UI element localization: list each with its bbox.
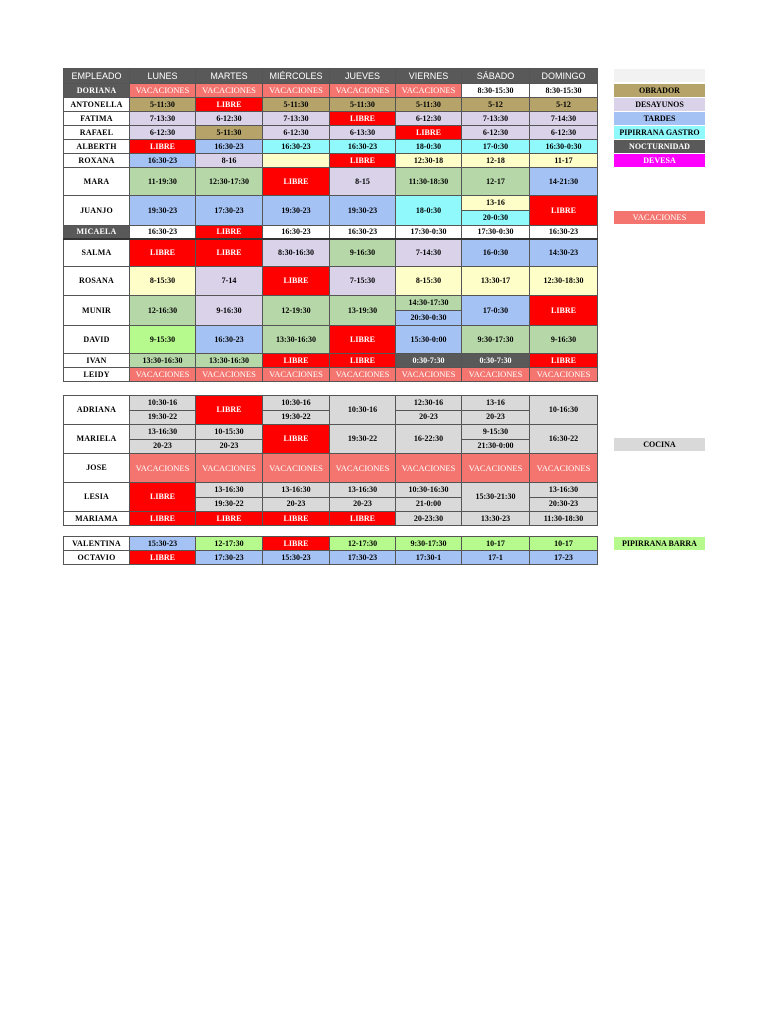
- split-shift-cell: [462, 196, 530, 226]
- shift-cell: VACACIONES: [130, 368, 196, 382]
- split-shift-cell: [396, 296, 462, 326]
- shift-cell: 12-18: [462, 154, 530, 168]
- shift-cell: 12-17: [462, 168, 530, 196]
- shift-cell: 9-16:30: [196, 296, 263, 326]
- shift-cell: 6-12:30: [462, 126, 530, 140]
- employee-row: [64, 368, 598, 382]
- shift-cell: 8-15:30: [396, 267, 462, 296]
- shift-cell: 13:30-17: [462, 267, 530, 296]
- shift-cell: LIBRE: [196, 396, 263, 425]
- shift-part: 13-16: [462, 196, 529, 210]
- shift-cell: 16:30-23: [130, 154, 196, 168]
- shift-cell: 8:30-15:30: [462, 84, 530, 98]
- split-shift-cell: [196, 425, 263, 454]
- employee-row: [64, 296, 598, 326]
- legend-nocturnidad: NOCTURNIDAD: [614, 140, 705, 153]
- employee-row: [64, 84, 598, 98]
- legend-devesa: DEVESA: [614, 154, 705, 167]
- shift-cell: 16:30-23: [330, 226, 396, 239]
- employee-row: [64, 226, 598, 239]
- shift-cell: VACACIONES: [263, 84, 330, 98]
- shift-cell: 14:30-23: [530, 239, 598, 267]
- header-row: [64, 69, 598, 84]
- shift-part: 19:30-22: [130, 410, 195, 425]
- shift-cell: LIBRE: [130, 551, 196, 565]
- shift-cell: 17-1: [462, 551, 530, 565]
- shift-cell: LIBRE: [196, 98, 263, 112]
- header-wednesday: MIÉRCOLES: [263, 69, 330, 84]
- legend-obrador: OBRADOR: [614, 84, 705, 97]
- shift-cell: 6-12:30: [196, 112, 263, 126]
- shift-cell: 10-17: [462, 537, 530, 551]
- shift-cell: 12:30-18: [396, 154, 462, 168]
- shift-cell: 17:30-1: [396, 551, 462, 565]
- split-shift-cell: [263, 483, 330, 512]
- shift-cell: 16:30-23: [263, 140, 330, 154]
- shift-cell: 8:30-16:30: [263, 239, 330, 267]
- split-shift-cell: [530, 483, 598, 512]
- shift-cell: VACACIONES: [330, 368, 396, 382]
- shift-part: 12:30-16: [413, 397, 444, 407]
- shift-cell: VACACIONES: [530, 368, 598, 382]
- shift-cell: 5-11:30: [196, 126, 263, 140]
- schedule-table-main: [63, 68, 598, 382]
- split-shift-cell: [462, 425, 530, 454]
- shift-part: 13-16: [486, 397, 505, 407]
- shift-cell: LIBRE: [396, 126, 462, 140]
- shift-cell: 16:30-23: [530, 226, 598, 239]
- shift-part: 9-15:30: [482, 426, 509, 436]
- shift-cell: 19:30-23: [330, 196, 396, 226]
- legend-pipirrana-gastro: PIPIRRANA GASTRO: [614, 126, 705, 139]
- shift-cell: [263, 154, 330, 168]
- shift-cell: 5-12: [462, 98, 530, 112]
- shift-cell: 5-11:30: [330, 98, 396, 112]
- shift-part: 20-0:30: [462, 210, 529, 225]
- shift-cell: 16:30-0:30: [530, 140, 598, 154]
- shift-cell: VACACIONES: [462, 368, 530, 382]
- shift-cell: 9:30-17:30: [462, 326, 530, 354]
- shift-cell: 12-16:30: [130, 296, 196, 326]
- employee-name: ALBERTH: [64, 140, 130, 154]
- shift-part: 20:30-23: [530, 497, 597, 512]
- shift-cell: 7-15:30: [330, 267, 396, 296]
- split-shift-cell: [196, 483, 263, 512]
- split-shift-cell: [396, 396, 462, 425]
- employee-name: MARIAMA: [64, 512, 130, 526]
- split-shift-cell: [263, 396, 330, 425]
- shift-part: 21-0:00: [396, 497, 461, 512]
- employee-name: ADRIANA: [64, 396, 130, 425]
- legend-blank: [614, 69, 705, 82]
- header-sunday: DOMINGO: [530, 69, 598, 84]
- shift-cell: LIBRE: [130, 239, 196, 267]
- shift-part: 14:30-17:30: [396, 296, 461, 310]
- header-employee: EMPLEADO: [64, 69, 130, 84]
- legend-cocina: COCINA: [614, 438, 705, 451]
- shift-cell: 6-12:30: [396, 112, 462, 126]
- shift-cell: 13:30-16:30: [263, 326, 330, 354]
- shift-cell: 19:30-22: [330, 425, 396, 454]
- shift-cell: 15:30-0:00: [396, 326, 462, 354]
- shift-part: 13-16:30: [147, 426, 178, 436]
- shift-cell: 10:30-16: [330, 396, 396, 425]
- shift-cell: 16:30-22: [530, 425, 598, 454]
- shift-cell: 16:30-23: [263, 226, 330, 239]
- shift-cell: 9-16:30: [530, 326, 598, 354]
- shift-cell: 14-21:30: [530, 168, 598, 196]
- shift-cell: VACACIONES: [130, 84, 196, 98]
- shift-cell: 17:30-23: [196, 196, 263, 226]
- shift-cell: 16-22:30: [396, 425, 462, 454]
- header-saturday: SÁBADO: [462, 69, 530, 84]
- shift-cell: 8-15:30: [130, 267, 196, 296]
- shift-cell: 19:30-23: [263, 196, 330, 226]
- header-monday: LUNES: [130, 69, 196, 84]
- shift-cell: 10-16:30: [530, 396, 598, 425]
- shift-cell: VACACIONES: [530, 454, 598, 483]
- shift-cell: LIBRE: [263, 168, 330, 196]
- employee-row: [64, 140, 598, 154]
- shift-cell: 11-17: [530, 154, 598, 168]
- shift-cell: 20-23:30: [396, 512, 462, 526]
- employee-name: SALMA: [64, 239, 130, 267]
- shift-cell: 6-12:30: [130, 126, 196, 140]
- shift-cell: 16:30-23: [196, 140, 263, 154]
- shift-cell: LIBRE: [330, 326, 396, 354]
- employee-name: MARA: [64, 168, 130, 196]
- shift-cell: 10-17: [530, 537, 598, 551]
- shift-cell: LIBRE: [530, 196, 598, 226]
- shift-cell: LIBRE: [330, 354, 396, 368]
- employee-name: ANTONELLA: [64, 98, 130, 112]
- shift-cell: 0:30-7:30: [462, 354, 530, 368]
- shift-cell: 8-15: [330, 168, 396, 196]
- shift-cell: 11-19:30: [130, 168, 196, 196]
- employee-row: [64, 396, 598, 425]
- shift-cell: 11:30-18:30: [396, 168, 462, 196]
- employee-name: MICAELA: [64, 226, 130, 239]
- shift-cell: 9-15:30: [130, 326, 196, 354]
- employee-row: [64, 239, 598, 267]
- shift-part: 13-16:30: [281, 484, 311, 494]
- shift-cell: 9:30-17:30: [396, 537, 462, 551]
- shift-part: 20-23: [263, 497, 329, 512]
- shift-cell: 17-0:30: [462, 296, 530, 326]
- employee-name: MARIELA: [64, 425, 130, 454]
- shift-part: 10-15:30: [214, 426, 244, 436]
- split-shift-cell: [462, 396, 530, 425]
- shift-cell: VACACIONES: [130, 454, 196, 483]
- employee-row: [64, 454, 598, 483]
- legend-vacaciones: VACACIONES: [614, 211, 705, 224]
- shift-cell: LIBRE: [330, 512, 396, 526]
- shift-cell: LIBRE: [130, 512, 196, 526]
- shift-cell: VACACIONES: [263, 368, 330, 382]
- shift-cell: 5-11:30: [396, 98, 462, 112]
- shift-cell: 6-13:30: [330, 126, 396, 140]
- split-shift-cell: [130, 425, 196, 454]
- shift-cell: 13:30-16:30: [130, 354, 196, 368]
- employee-name: IVAN: [64, 354, 130, 368]
- shift-part: 10:30-16:30: [408, 484, 449, 494]
- employee-name: DORIANA: [64, 84, 130, 98]
- employee-name: JOSE: [64, 454, 130, 483]
- shift-cell: 15:30-21:30: [462, 483, 530, 512]
- shift-cell: 18-0:30: [396, 140, 462, 154]
- shift-cell: 8-16: [196, 154, 263, 168]
- employee-row: [64, 267, 598, 296]
- shift-cell: 16:30-23: [130, 226, 196, 239]
- shift-cell: VACACIONES: [196, 368, 263, 382]
- shift-cell: 17:30-0:30: [462, 226, 530, 239]
- shift-cell: 7-14: [196, 267, 263, 296]
- shift-cell: 8:30-15:30: [530, 84, 598, 98]
- shift-cell: LIBRE: [130, 140, 196, 154]
- shift-cell: 12:30-18:30: [530, 267, 598, 296]
- shift-part: 20-23: [462, 410, 529, 425]
- schedule-table-bar: [63, 536, 598, 565]
- split-shift-cell: [330, 483, 396, 512]
- schedule-table-kitchen: [63, 395, 598, 526]
- shift-cell: 15:30-23: [263, 551, 330, 565]
- shift-part: 10:30-16: [147, 397, 178, 407]
- employee-row: [64, 168, 598, 196]
- shift-cell: VACACIONES: [196, 454, 263, 483]
- employee-row: [64, 126, 598, 140]
- legend-desayunos: DESAYUNOS: [614, 98, 705, 111]
- employee-name: LESIA: [64, 483, 130, 512]
- shift-cell: LIBRE: [330, 112, 396, 126]
- shift-part: 13-16:30: [347, 484, 378, 494]
- shift-cell: 16-0:30: [462, 239, 530, 267]
- employee-row: [64, 512, 598, 526]
- employee-row: [64, 98, 598, 112]
- shift-cell: LIBRE: [263, 267, 330, 296]
- employee-row: [64, 425, 598, 454]
- shift-cell: VACACIONES: [396, 368, 462, 382]
- split-shift-cell: [396, 483, 462, 512]
- shift-cell: VACACIONES: [263, 454, 330, 483]
- shift-cell: 7-14:30: [530, 112, 598, 126]
- employee-name: FATIMA: [64, 112, 130, 126]
- shift-cell: 9-16:30: [330, 239, 396, 267]
- employee-row: [64, 196, 598, 226]
- shift-cell: 12-19:30: [263, 296, 330, 326]
- shift-cell: 18-0:30: [396, 196, 462, 226]
- header-friday: VIERNES: [396, 69, 462, 84]
- shift-cell: 12:30-17:30: [196, 168, 263, 196]
- shift-part: 10:30-16: [281, 397, 311, 407]
- employee-row: [64, 537, 598, 551]
- shift-cell: 17:30-23: [196, 551, 263, 565]
- shift-cell: 17:30-23: [330, 551, 396, 565]
- employee-row: [64, 326, 598, 354]
- employee-name: OCTAVIO: [64, 551, 130, 565]
- shift-cell: 15:30-23: [130, 537, 196, 551]
- shift-cell: LIBRE: [330, 154, 396, 168]
- shift-cell: 6-12:30: [263, 126, 330, 140]
- shift-cell: 0:30-7:30: [396, 354, 462, 368]
- shift-cell: LIBRE: [196, 226, 263, 239]
- employee-name: LEIDY: [64, 368, 130, 382]
- shift-cell: 12-17:30: [196, 537, 263, 551]
- shift-cell: 11:30-18:30: [530, 512, 598, 526]
- shift-cell: LIBRE: [196, 512, 263, 526]
- legend-pipirrana-barra: PIPIRRANA BARRA: [614, 537, 705, 550]
- shift-cell: 13:30-16:30: [196, 354, 263, 368]
- header-tuesday: MARTES: [196, 69, 263, 84]
- shift-part: 13-16:30: [214, 484, 244, 494]
- employee-row: [64, 354, 598, 368]
- split-shift-cell: [130, 396, 196, 425]
- shift-part: 20-23: [130, 439, 195, 454]
- shift-cell: LIBRE: [263, 425, 330, 454]
- shift-cell: 12-17:30: [330, 537, 396, 551]
- employee-row: [64, 112, 598, 126]
- employee-name: ROXANA: [64, 154, 130, 168]
- shift-cell: LIBRE: [263, 512, 330, 526]
- shift-part: 20-23: [396, 410, 461, 425]
- shift-cell: VACACIONES: [396, 84, 462, 98]
- shift-cell: 16:30-23: [196, 326, 263, 354]
- shift-cell: 6-12:30: [530, 126, 598, 140]
- employee-name: JUANJO: [64, 196, 130, 226]
- employee-row: [64, 154, 598, 168]
- shift-part: 20:30-0:30: [396, 310, 461, 325]
- shift-cell: LIBRE: [530, 354, 598, 368]
- legend-tardes: TARDES: [614, 112, 705, 125]
- shift-cell: 5-11:30: [130, 98, 196, 112]
- shift-part: 20-23: [196, 439, 262, 454]
- shift-cell: 7-13:30: [263, 112, 330, 126]
- shift-cell: LIBRE: [530, 296, 598, 326]
- shift-cell: VACACIONES: [396, 454, 462, 483]
- shift-cell: 13-19:30: [330, 296, 396, 326]
- shift-cell: 17-0:30: [462, 140, 530, 154]
- employee-row: [64, 551, 598, 565]
- shift-cell: LIBRE: [263, 354, 330, 368]
- shift-cell: 13:30-23: [462, 512, 530, 526]
- shift-part: 19:30-22: [263, 410, 329, 425]
- shift-cell: 16:30-23: [330, 140, 396, 154]
- shift-cell: LIBRE: [263, 537, 330, 551]
- shift-cell: LIBRE: [130, 483, 196, 512]
- shift-cell: VACACIONES: [196, 84, 263, 98]
- employee-name: MUNIR: [64, 296, 130, 326]
- employee-name: ROSANA: [64, 267, 130, 296]
- shift-cell: 5-11:30: [263, 98, 330, 112]
- shift-cell: 7-13:30: [130, 112, 196, 126]
- employee-name: DAVID: [64, 326, 130, 354]
- header-thursday: JUEVES: [330, 69, 396, 84]
- shift-cell: 17-23: [530, 551, 598, 565]
- shift-cell: 7-13:30: [462, 112, 530, 126]
- shift-cell: 17:30-0:30: [396, 226, 462, 239]
- employee-row: [64, 483, 598, 512]
- employee-name: RAFAEL: [64, 126, 130, 140]
- employee-name: VALENTINA: [64, 537, 130, 551]
- shift-part: 13-16:30: [548, 484, 579, 494]
- shift-cell: VACACIONES: [330, 84, 396, 98]
- shift-part: 20-23: [330, 497, 395, 512]
- shift-cell: 5-12: [530, 98, 598, 112]
- shift-cell: LIBRE: [196, 239, 263, 267]
- shift-cell: 7-14:30: [396, 239, 462, 267]
- shift-cell: 19:30-23: [130, 196, 196, 226]
- shift-cell: VACACIONES: [462, 454, 530, 483]
- shift-part: 21:30-0:00: [462, 439, 529, 454]
- shift-part: 19:30-22: [196, 497, 262, 512]
- shift-cell: VACACIONES: [330, 454, 396, 483]
